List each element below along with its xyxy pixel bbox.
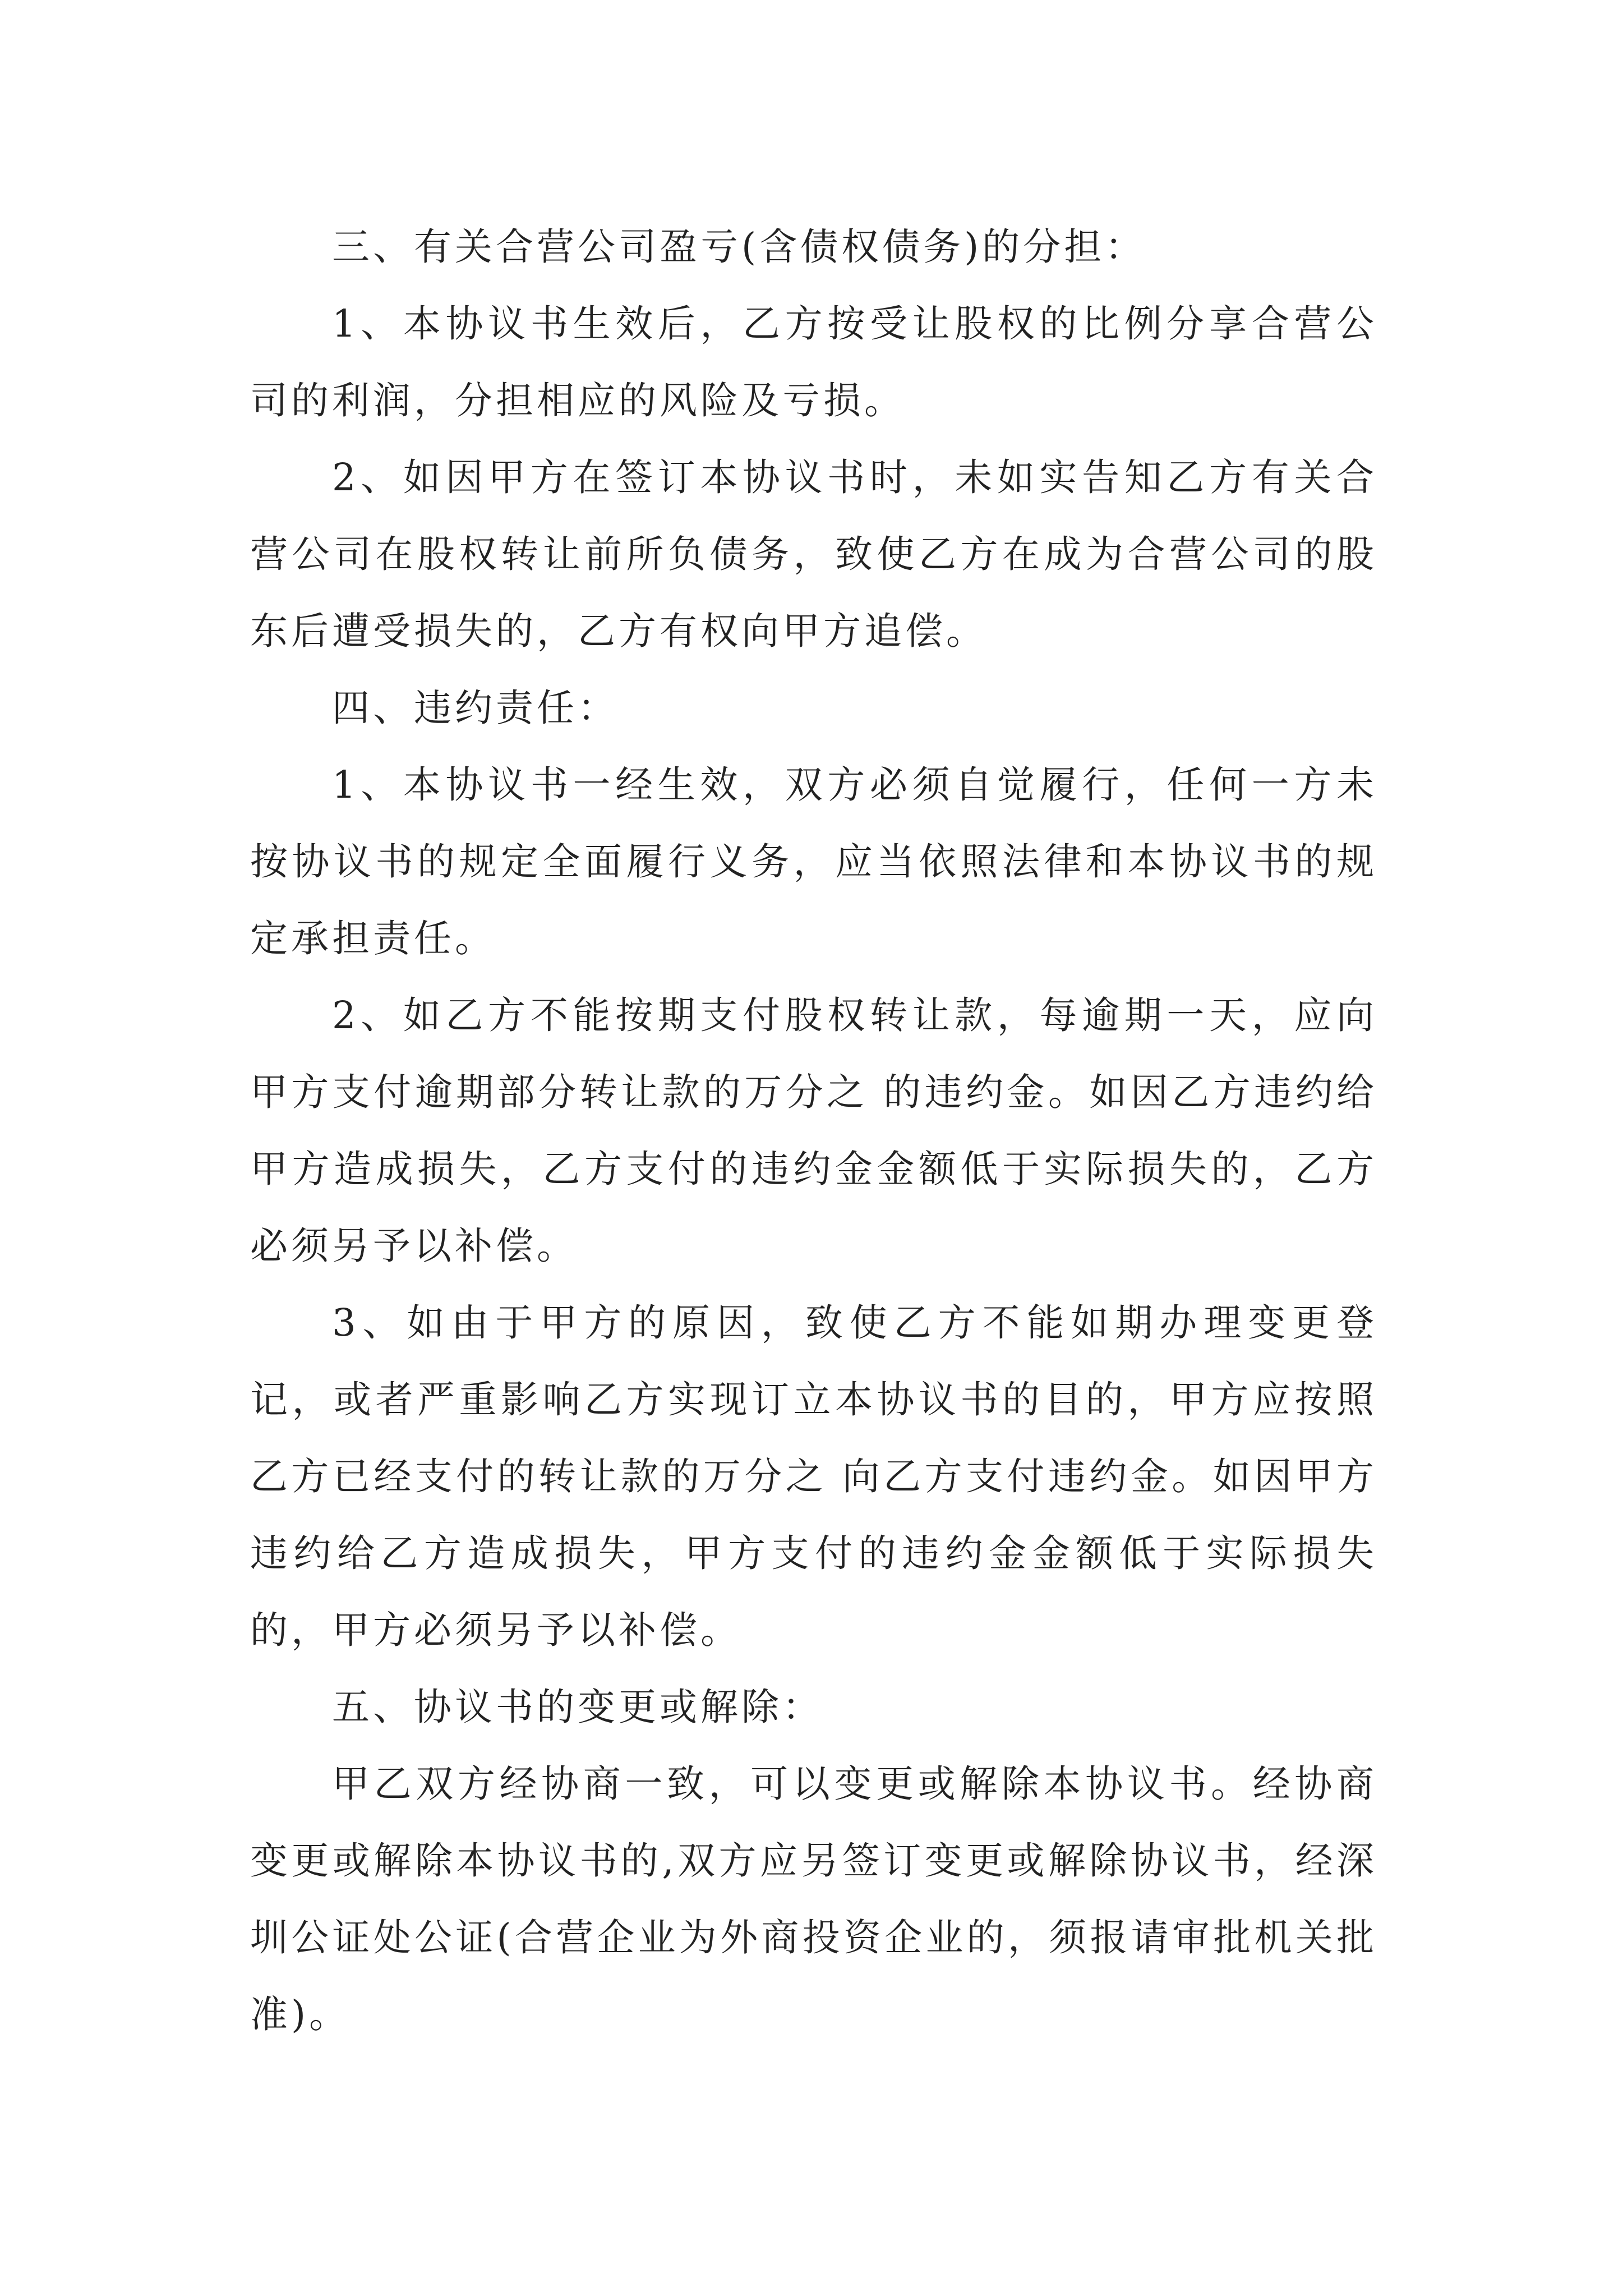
section-heading-profit-loss: 三、有关合营公司盈亏(含债权债务)的分担： <box>332 225 1146 269</box>
clause-late-payment: 2、如乙方不能按期支付股权转让款，每逾期一天，应向甲方支付逾期部分转让款的万分之 的违约金。如因乙方违约给甲方造成损失，乙方支付的违约金金额低于实际损失的，乙方必须另予以补偿。 <box>250 993 1377 1268</box>
section-heading-amendment: 五、协议书的变更或解除： <box>332 1685 823 1729</box>
section-heading-liability: 四、违约责任： <box>332 686 619 730</box>
clause-amendment: 甲乙双方经协商一致，可以变更或解除本协议书。经协商变更或解除本协议书的,双方应另签订变更或解除协议书，经深圳公证处公证(合营企业为外商投资企业的，须报请审批机关批准)。 <box>250 1762 1377 2036</box>
document-body <box>250 209 1377 2053</box>
clause-performance: 1、本协议书一经生效，双方必须自觉履行，任何一方未按协议书的规定全面履行义务，应当依照法律和本协议书的规定承担责任。 <box>250 763 1377 960</box>
clause-registration-delay: 3、如由于甲方的原因，致使乙方不能如期办理变更登记，或者严重影响乙方实现订立本协议书的目的，甲方应按照乙方已经支付的转让款的万分之 向乙方支付违约金。如因甲方违约给乙方造成损失，甲方支付的违约金金额低于实际损失的，甲方必须另予以补偿。 <box>250 1301 1377 1652</box>
clause-profit-sharing: 1、本协议书生效后，乙方按受让股权的比例分享合营公司的利润，分担相应的风险及亏损。 <box>250 302 1377 422</box>
clause-undisclosed-debt: 2、如因甲方在签订本协议书时，未如实告知乙方有关合营公司在股权转让前所负债务，致使乙方在成为合营公司的股东后遭受损失的，乙方有权向甲方追偿。 <box>250 455 1377 653</box>
